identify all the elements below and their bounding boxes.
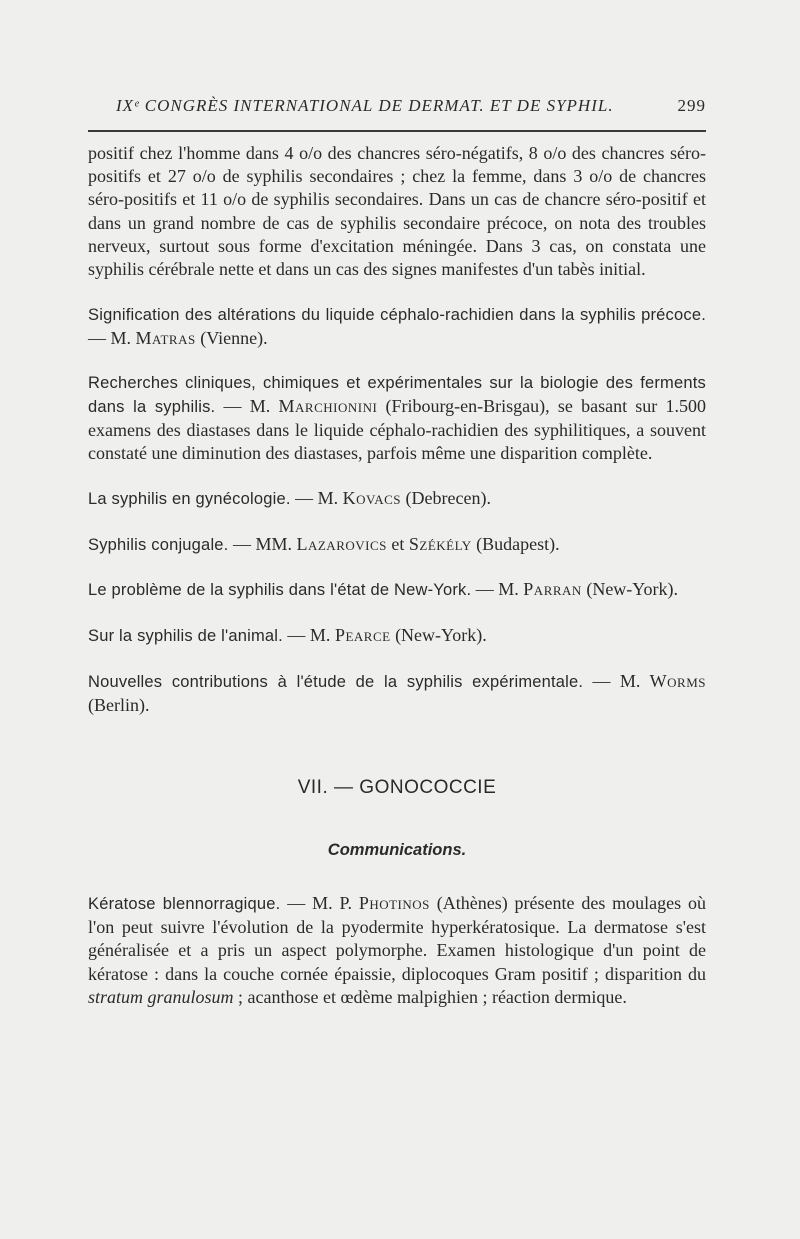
author-name: Marchionini — [278, 395, 378, 416]
page-number: 299 — [677, 96, 706, 115]
entry-marchionini: Recherches cliniques, chimiques et expérimentales sur la biologie des ferments dans la syphilis. — M. Marchionini (Fribourg-en-Brisgau), se basant sur 1.500 examens des diastases dans le liquide céphalo-rachidien des syphilitiques, a souvent constaté une diminution des diastases, parfois même une disparition complète. — [88, 373, 707, 464]
latin-term: stratum granulosum — [88, 986, 234, 1007]
entry-title: Signification des altérations du liquide céphalo-rachidien dans la syphilis précoce. — [88, 306, 706, 325]
page-body — [88, 142, 706, 1009]
author-name: Matras — [135, 328, 196, 349]
entry-title: Nouvelles contributions à l'étude de la syphilis expérimentale. — [88, 673, 584, 692]
entry-kovacs: La syphilis en gynécologie. — M. Kovacs (Debrecen). — [88, 488, 491, 509]
entry-lazarovics: Syphilis conjugale. — MM. Lazarovics et Székély (Budapest). — [88, 533, 560, 554]
author-name: Photinos — [358, 893, 430, 914]
author-name-2: Székély — [408, 533, 472, 554]
author-name: Pearce — [334, 625, 391, 646]
entry-title: Sur la syphilis de l'animal. — [88, 627, 283, 646]
entry-title: Le problème de la syphilis dans l'état de New-York. — [88, 580, 472, 599]
entry-matras: Signification des altérations du liquide céphalo-rachidien dans la syphilis précoce. — M. Matras (Vienne). — [88, 306, 706, 349]
section-heading: VII. — GONOCOCCIE — [297, 776, 497, 798]
author-name: Kovacs — [342, 488, 402, 509]
entry-title: Kératose blennorragique. — [88, 895, 281, 914]
entry-photinos: Kératose blennorragique. — M. P. Photinos (Athènes) présente des moulages où l'on peut suivre l'évolution de la pyodermite hyperkératosique. La dermatose s'est généralisée et a pris un aspect polymorphe. Examen histologique d'un point de kératose : dans la couche cornée épaissie, diplocoques Gram positif ; disparition du stratum granulosum ; acanthose et œdème malpighien ; réaction dermique. — [88, 893, 706, 1007]
entry-pearce: Sur la syphilis de l'animal. — M. Pearce (New-York). — [88, 625, 487, 646]
entry-title: Recherches cliniques, chimiques et expérimentales sur la biologie des ferments dans la syphilis. — [88, 373, 706, 416]
entry-title: Syphilis conjugale. — [88, 535, 229, 554]
author-name: Parran — [523, 578, 582, 599]
author-name: Worms — [649, 671, 707, 692]
running-title: IXᵉ CONGRÈS INTERNATIONAL DE DERMAT. ET DE SYPHIL. — [116, 96, 614, 115]
header-rule — [88, 130, 706, 132]
paragraph-continuation: positif chez l'homme dans 4 o/o des chancres séro-négatifs, 8 o/o des chancres séro-positifs et 27 o/o de syphilis secondaires ; chez la femme, dans 3 o/o de chancres séro-positifs et 11 o/o de syphilis secondaires. Dans un cas de chancre séro-positif et dans un grand nombre de cas de syphilis secondaire précoce, on nota des troubles nerveux, surtout sous forme d'excitation méningée. Dans 3 cas, on constata une syphilis cérébrale nette et dans un cas des signes manifestes d'un tabès initial. — [88, 143, 706, 280]
entry-title: La syphilis en gynécologie. — [88, 490, 291, 509]
subsection-heading: Communications. — [327, 840, 467, 859]
entry-parran: Le problème de la syphilis dans l'état de New-York. — M. Parran (New-York). — [88, 578, 678, 599]
author-name: Lazarovics — [296, 533, 387, 554]
entry-worms: Nouvelles contributions à l'étude de la syphilis expérimentale. — M. Worms (Berlin). — [88, 671, 707, 716]
